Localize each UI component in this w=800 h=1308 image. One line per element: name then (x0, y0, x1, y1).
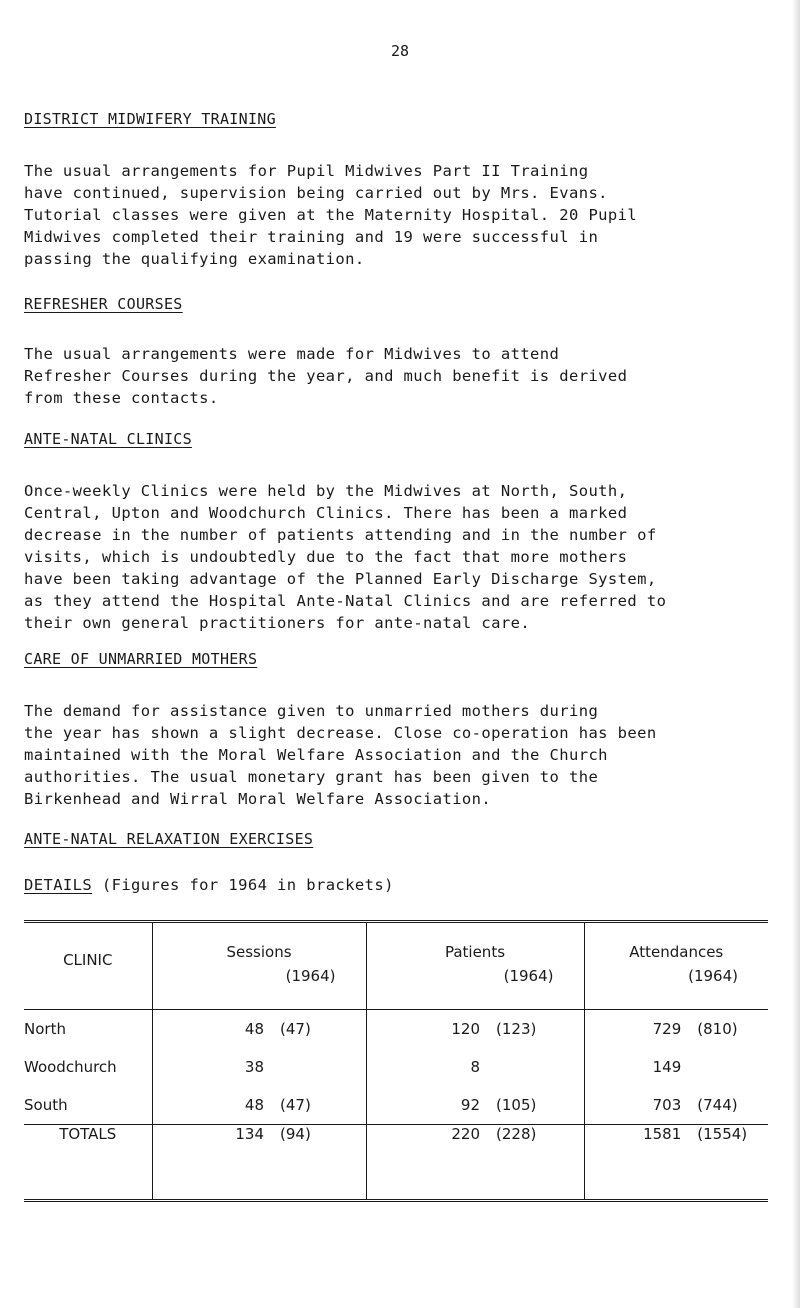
heading-ante-natal-relaxation-exercises: ANTE-NATAL RELAXATION EXERCISES (24, 830, 314, 848)
row-patients: 8 (366, 1048, 584, 1086)
row-attendances: 729 (810) (584, 1010, 768, 1049)
header-sessions: Sessions (1964) (152, 922, 366, 1010)
paragraph-refresher-courses: The usual arrangements were made for Midwives to attend Refresher Courses during the year, and much benefit is derived from these contacts. (24, 345, 628, 407)
row-attendances: 703 (744) (584, 1086, 768, 1125)
totals-sessions: 134 (94) (152, 1125, 366, 1201)
table-row (24, 1010, 768, 1049)
details-note: (Figures for 1964 in brackets) (101, 876, 394, 894)
row-sessions: 48 (47) (152, 1086, 366, 1125)
row-sessions: 38 (152, 1048, 366, 1086)
clinic-statistics-table (24, 920, 768, 1202)
totals-attendances: 1581 (1554) (584, 1125, 768, 1201)
header-patients: Patients (1964) (366, 922, 584, 1010)
details-label: DETAILS (24, 876, 93, 894)
details-line (24, 876, 394, 894)
table-row (24, 1048, 768, 1086)
header-attendances: Attendances (1964) (584, 922, 768, 1010)
row-clinic-name: South (24, 1096, 68, 1114)
heading-ante-natal-clinics: ANTE-NATAL CLINICS (24, 430, 192, 448)
row-clinic-name: North (24, 1020, 66, 1038)
paragraph-district-midwifery-training: The usual arrangements for Pupil Midwives Part II Training have continued, supervision being carried out by Mrs. Evans. Tutorial classes were given at the Maternity Hospital. 20 Pupil Midwives completed their training and 19 were successful in passing the qualifying examination. (24, 162, 638, 268)
header-clinic: CLINIC (63, 951, 113, 969)
heading-district-midwifery-training: DISTRICT MIDWIFERY TRAINING (24, 110, 276, 128)
heading-refresher-courses: REFRESHER COURSES (24, 295, 183, 313)
heading-care-of-unmarried-mothers: CARE OF UNMARRIED MOTHERS (24, 650, 258, 668)
paragraph-care-of-unmarried-mothers: The demand for assistance given to unmarried mothers during the year has shown a slight decrease. Close co-operation has been maintained with the Moral Welfare Association and the Church authorities. The usual monetary grant has been given to the Birkenhead and Wirral Moral Welfare Association. (24, 702, 657, 808)
table-totals-row (24, 1125, 768, 1201)
row-patients: 92 (105) (366, 1086, 584, 1125)
page-number: 28 (390, 42, 410, 60)
row-attendances: 149 (584, 1048, 768, 1086)
table-header-row (24, 922, 768, 1010)
table-row (24, 1086, 768, 1125)
row-patients: 120 (123) (366, 1010, 584, 1049)
paragraph-ante-natal-clinics: Once-weekly Clinics were held by the Midwives at North, South, Central, Upton and Woodchurch Clinics. There has been a marked decrease in the number of patients attending and in the number of visits, which is undoubtedly due to the fact that more mothers have been taking advantage of the Planned Early Discharge System, as they attend the Hospital Ante-Natal Clinics and are referred to their own general practitioners for ante-natal care. (24, 482, 667, 632)
row-clinic-name: Woodchurch (24, 1058, 117, 1076)
totals-label: TOTALS (59, 1125, 117, 1143)
totals-patients: 220 (228) (366, 1125, 584, 1201)
page-edge-shadow (792, 0, 800, 1308)
row-sessions: 48 (47) (152, 1010, 366, 1049)
